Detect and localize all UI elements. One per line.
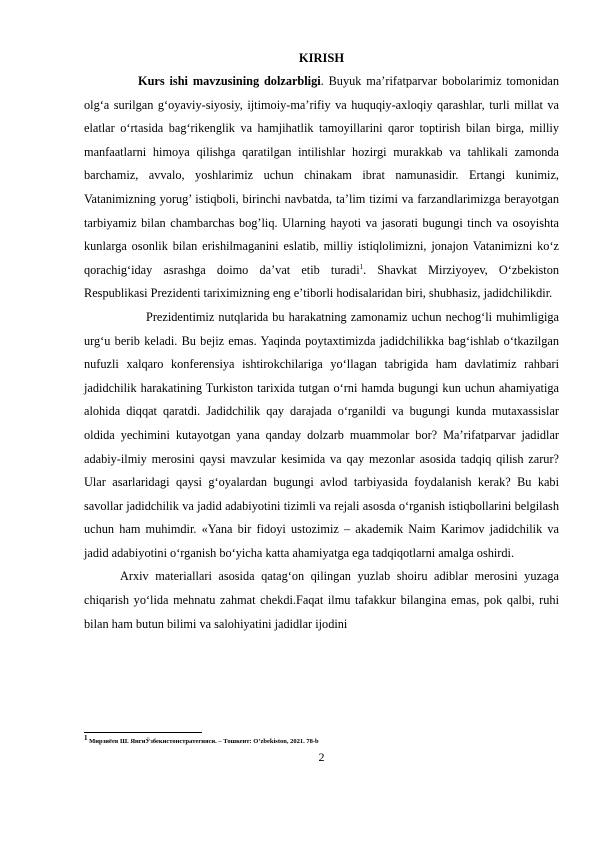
relevance-lead: Kurs ishi mavzusining dolzarbligi — [138, 74, 321, 88]
paragraph-archive: Arxiv materiallari asosida qatagʻon qilingan yuzlab shoiru adiblar merosini yuzaga chiqarish yoʻlida mehnatu zahmat chekdi.Faqat ilmu tafakkur bilangina emas, pok qalbi, ruhi bilan ham butun bilimi va salohiyatini jadidlar ijodini — [84, 569, 559, 631]
paragraph-relevance — [84, 70, 559, 306]
footnote-reference[interactable]: 1 — [359, 262, 364, 271]
page-number: 2 — [318, 750, 325, 764]
footnote-marker: 1 — [84, 733, 88, 742]
document-page — [84, 0, 559, 842]
footnote — [84, 733, 559, 746]
body-text — [84, 70, 559, 636]
relevance-text-cont: . Shavkat Mirziyoyev, Oʻzbekiston Respublikasi Prezidenti tariximizning eng eʼtiborli hodisalaridan biri, shubhasiz, jadidchilikdir. — [84, 262, 559, 301]
footnote-text: Мирзиёев Ш. ЯнгиЎзбекистонстратегияси. – Тошкент: O‘zbekiston, 2021. 78-b — [89, 738, 319, 745]
paragraph-president: Prezidentimiz nutqlarida bu harakatning zamonamiz uchun nechogʻli muhimligiga urgʻu berib keladi. Bu bejiz emas. Yaqinda poytaxtimizda jadidchilikka bagʻishlab oʻtkazilgan nufuzli xalqaro konferensiya ishtirokchilariga yoʻllagan tabrigida ham davlatimiz rahbari jadidchilik harakatining Turkiston tarixida tutgan oʻrni hamda bugungi kun uchun ahamiyatiga alohida diqqat qaratdi. Jadidchilik qay darajada oʻrganildi va bugungi kunda mutaxassislar oldida yechimini kutayotgan yana qanday dolzarb muammolar bor? Maʼrifatparvar jadidlar adabiy-ilmiy merosini qaysi mavzular kesimida va qay mezonlar asosida tadqiq qilish zarur? Ular asarlaridagi qaysi gʻoyalardan bugungi avlod tarbiyasida foydalanish kerak? Bu kabi savollar jadidchilik va jadid adabiyotini tizimli va rejali asosda o‘rganish istiqbollarini belgilash uchun ham muhimdir. «Yana bir fidoyi ustozimiz – akademik Naim Karimov jadidchilik va jadid adabiyotini oʻrganish bo‘yicha katta ahamiyatga ega tadqiqotlarni amalga oshirdi. — [84, 309, 559, 560]
footnote-divider — [84, 732, 202, 733]
section-heading: KIRISH — [298, 51, 345, 65]
relevance-text: . Buyuk maʼrifatparvar bobolarimiz tomonidan olgʻa surilgan gʻoyaviy-siyosiy, ijtimoiy-maʼrifiy va huquqiy-axloqiy qarashlar, turli millat va elatlar oʻrtasida bagʻrikenglik va hamjihatlik tamoyillarini qaror toptirish bilan birga, milliy manfaatlarni himoya qilishga qaratilgan intilishlar hozirgi murakkab va tahlikali zamonda barchamiz, avvalo, yoshlarimiz uchun chinakam ibrat namunasidir. Ertangi kunimiz, Vatanimizning yorug’ istiqboli, birinchi navbatda, ta’lim tizimi va farzandlarimizga berayotgan tarbiyamiz bilan chambarchas bog’liq. Ularning hayoti va jasorati bugungi tinch va osoyishta kunlarga osonlik bilan erishilmaganini eslatib, milliy istiqlolimizni, jonajon Vatanimizni koʻz qorachigʻiday asrashga doimo daʼvat etib turadi — [84, 74, 559, 277]
